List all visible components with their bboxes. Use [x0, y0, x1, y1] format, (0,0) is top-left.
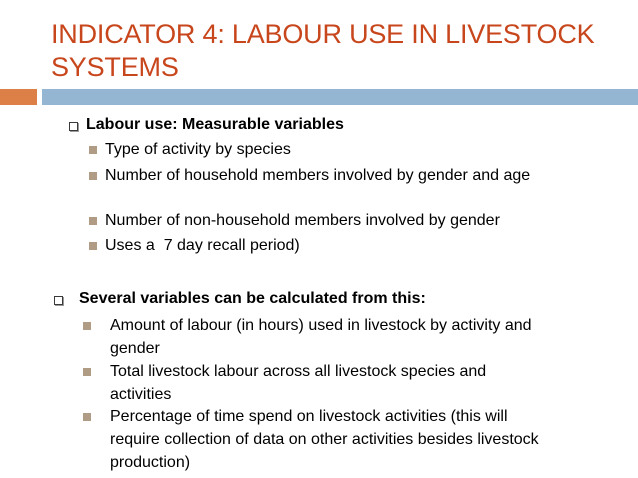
square-bullet-icon	[89, 242, 97, 250]
accent-bar-orange	[0, 89, 37, 105]
list-item: Number of household members involved by gender and age	[105, 167, 531, 184]
list-item: Total livestock labour across all livestock species and activities	[110, 363, 487, 403]
square-bullet-icon	[83, 413, 91, 421]
list-item: Type of activity by species	[105, 141, 291, 158]
section-heading: Several variables can be calculated from this:	[79, 290, 426, 307]
list-item: Percentage of time spend on livestock activities (this will require collection of data on other activities besides livestock production)	[110, 408, 539, 471]
section-heading: Labour use: Measurable variables	[86, 116, 344, 133]
square-bullet-icon	[83, 368, 91, 376]
hollow-square-icon	[69, 122, 78, 131]
square-bullet-icon	[83, 322, 91, 330]
list-item: Amount of labour (in hours) used in livestock by activity and gender	[110, 317, 532, 357]
square-bullet-icon	[89, 217, 97, 225]
square-bullet-icon	[89, 146, 97, 154]
list-item: Number of non-household members involved by gender	[105, 212, 500, 229]
slide-title: INDICATOR 4: LABOUR USE IN LIVESTOCK SYSTEMS	[51, 19, 595, 82]
square-bullet-icon	[89, 172, 97, 180]
list-item: Uses a 7 day recall period)	[105, 237, 300, 254]
hollow-square-icon	[54, 296, 63, 305]
accent-bar-blue	[42, 89, 638, 105]
